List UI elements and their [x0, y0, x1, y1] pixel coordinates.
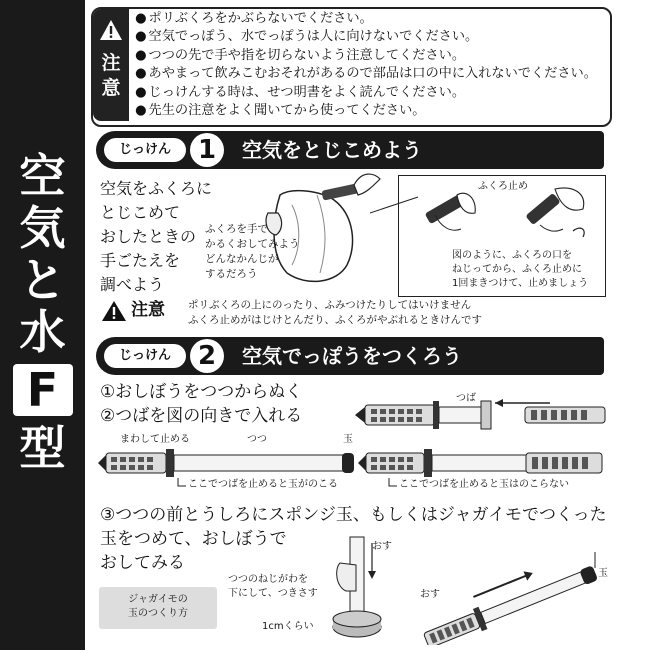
exp2-steps	[100, 380, 302, 428]
inset-note	[452, 249, 588, 291]
caption-pointer	[387, 478, 397, 490]
label-tsutsu: つつ	[247, 434, 267, 445]
inset-note-line: 1回まきつけて、止めましょう	[452, 278, 589, 289]
exp1-warn-line: ふくろ止めがはじけとんだり、ふくろがやぶれるときけんです	[188, 314, 482, 326]
caution-item: ● 先生の注意をよく聞いてから使ってください。	[135, 102, 605, 120]
exp1-warn-text	[188, 298, 482, 328]
inset-note-line: ねじってから、ふくろ止めに	[452, 264, 582, 275]
side-title-char: 気	[19, 201, 66, 255]
label-neji-line: 下にして、つきさす	[228, 588, 318, 599]
exp2-title: 空気でっぽうをつくろう	[242, 344, 462, 368]
bag-clip-illustration	[405, 185, 600, 245]
exp1-hint-line: かるくおしてみよう	[205, 238, 300, 250]
exp1-header	[96, 131, 604, 169]
exp1-badge: じっけん	[104, 138, 186, 162]
exp2-badge: じっけん	[104, 344, 186, 368]
warning-icon	[99, 19, 123, 41]
label-tsuba: つば	[456, 393, 476, 404]
tube-assembly-left	[96, 445, 358, 481]
side-title-char: と	[19, 253, 66, 307]
caution-item: ● あやまって飲みこむおそれがあるので部品は口の中に入れないでください。	[135, 65, 605, 83]
label-mawashite: まわして止める	[120, 434, 190, 445]
potato-box-line: ジャガイモの	[128, 594, 188, 605]
caution-item: ● ポリぶくろをかぶらないでください。	[135, 10, 605, 28]
label-neji	[228, 573, 318, 601]
label-1cm: 1cmくらい	[262, 621, 314, 632]
side-title-char-boxed: F	[13, 364, 73, 416]
exp2-number: 2	[190, 339, 224, 373]
exp1-hint-line: するだろう	[205, 268, 258, 280]
inset-note-line: 図のように、ふくろの口を	[452, 250, 572, 261]
potato-ball-box	[99, 587, 217, 629]
exp1-lead-line: 空気をふくろに	[100, 179, 213, 198]
side-title-char: 空	[19, 149, 66, 203]
tube-assembly-top	[355, 395, 610, 435]
exp1-lead-line: とじこめて	[100, 203, 181, 222]
exp1-hint-line: ふくろを手で	[205, 223, 268, 235]
label-tama-2: 玉	[598, 568, 608, 579]
exp1-warn-label: 注意	[131, 300, 165, 320]
caution-tab	[93, 9, 129, 121]
warning-icon	[101, 300, 127, 322]
exp1-number: 1	[190, 133, 224, 167]
caution-label: 注 意	[101, 52, 121, 99]
caution-item: ● じっけんする時は、せつ明書をよく読んでください。	[135, 84, 605, 102]
inset-label: ふくろ止め	[478, 181, 528, 192]
label-tama: 玉	[343, 434, 353, 445]
exp1-lead-line: 手ごたえを	[100, 251, 181, 270]
side-title-char: 水	[19, 305, 66, 359]
label-osu-1: おす	[372, 541, 392, 552]
side-title-char: 型	[19, 421, 66, 475]
potato-box-line: 玉のつくり方	[128, 608, 188, 619]
exp2-step3-line: ③つつの前とうしろにスポンジ玉、もしくはジャガイモでつくった	[100, 505, 607, 525]
exp2-step3-line: 玉をつめて、おしぼうで	[100, 529, 287, 549]
exp2-header	[96, 337, 604, 375]
exp1-lead-line: おしたときの	[100, 227, 197, 246]
exp2-step: ②つばを図の向きで入れる	[100, 406, 303, 426]
exp1-warn-line: ポリぶくろの上にのったり、ふみつけたりしてはいけません	[188, 299, 472, 311]
exp1-hint-line: どんなかんじが	[205, 253, 279, 265]
caption-pointer	[176, 478, 186, 490]
caution-list	[135, 10, 605, 120]
exp2-step: ①おしぼうをつつからぬく	[100, 382, 303, 402]
exp1-hint	[205, 222, 300, 282]
exp1-lead-line: 調べよう	[100, 275, 165, 294]
caution-item: ● つつの先で手や指を切らないよう注意してください。	[135, 47, 605, 65]
side-title	[0, 150, 85, 474]
exp1-lead	[100, 177, 212, 297]
pushing-illustration	[405, 540, 610, 645]
tube-potato-illustration	[320, 535, 410, 645]
label-neji-line: つつのねじがわを	[228, 574, 308, 585]
exp2-step3-line: おしてみる	[100, 553, 185, 573]
exp1-title: 空気をとじこめよう	[242, 138, 422, 162]
caution-item: ● 空気でっぽう、水でっぽうは人に向けないでください。	[135, 28, 605, 46]
caption-right: ここでつばを止めると玉はのこらない	[399, 479, 569, 490]
caption-left: ここでつばを止めると玉がのこる	[188, 479, 338, 490]
label-osu-2: おす	[420, 589, 440, 600]
tube-assembly-right	[356, 445, 612, 481]
